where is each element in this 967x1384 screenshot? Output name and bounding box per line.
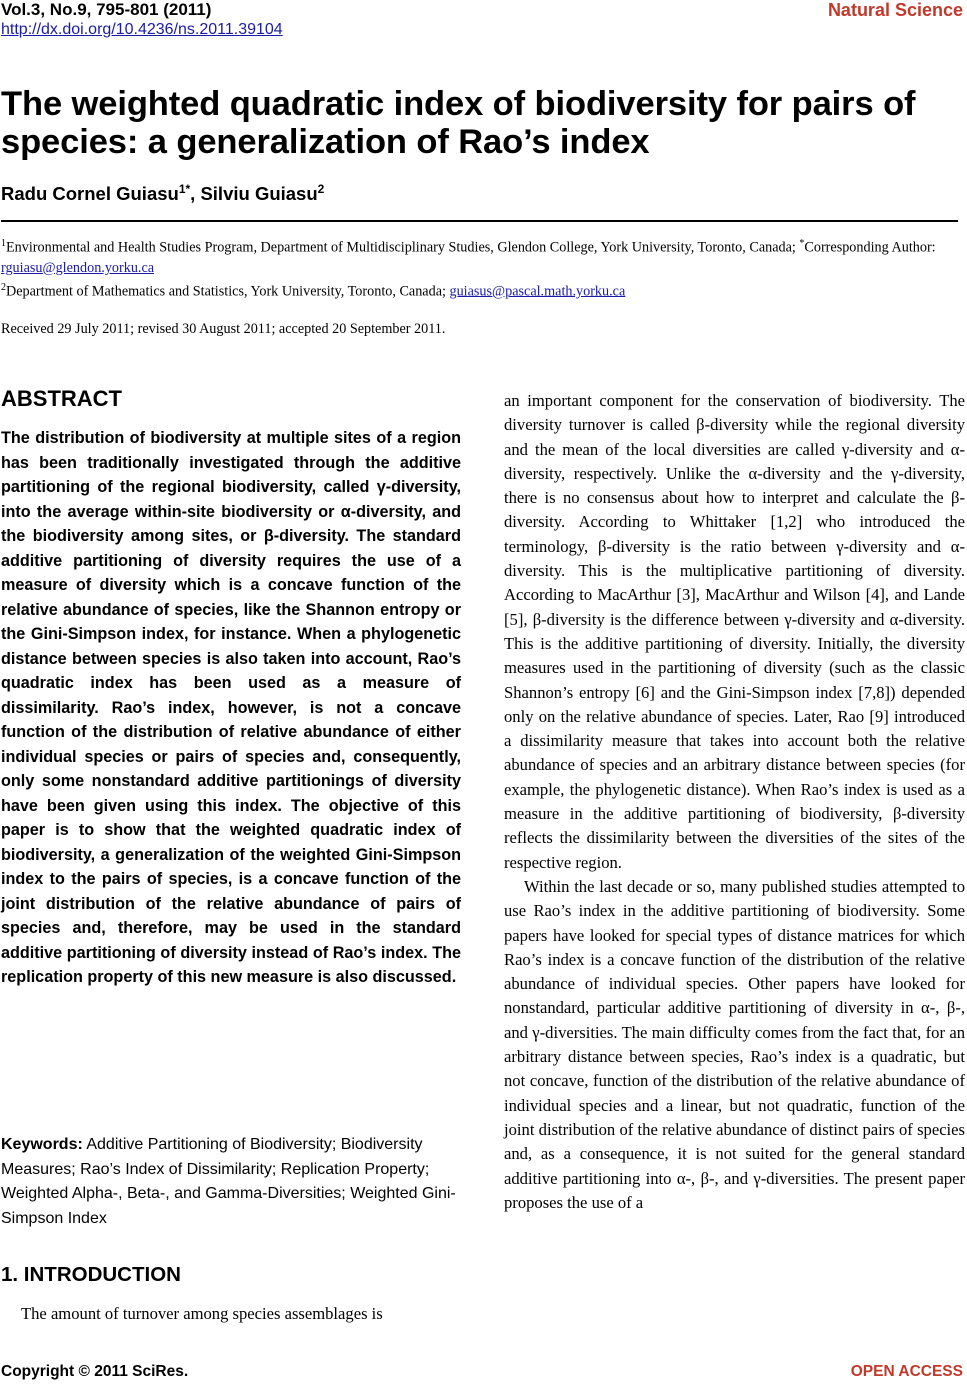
doi-link[interactable]: http://dx.doi.org/10.4236/ns.2011.39104 xyxy=(1,21,283,38)
right-column xyxy=(504,389,965,1215)
author-affiliation-mark: 2 xyxy=(317,182,325,196)
journal-volume: Vol.3, No.9, 795-801 (2011) xyxy=(1,0,212,19)
copyright-notice: Copyright © 2011 SciRes. xyxy=(1,1363,189,1380)
journal-name: Natural Science xyxy=(827,0,963,20)
author-email-link[interactable]: guiasus@pascal.math.yorku.ca xyxy=(449,283,626,300)
affiliation-2 xyxy=(1,278,961,302)
affiliation-mark: 1 xyxy=(1,238,6,249)
header-divider xyxy=(1,220,958,222)
author-list xyxy=(1,182,324,205)
affiliation-text: Department of Mathematics and Statistics, York University, Toronto, Canada; xyxy=(6,283,450,300)
affiliation-1 xyxy=(1,234,961,278)
received-dates: Received 29 July 2011; revised 30 August 2011; accepted 20 September 2011. xyxy=(1,321,446,337)
keywords-text: Additive Partitioning of Biodiversity; Biodiversity Measures; Rao’s Index of Dissimilarity; Replication Property; Weighted Alpha-, Beta-, and Gamma-Diversities; Weighted Gini-Simpson Index xyxy=(1,1136,456,1227)
paragraph: Within the last decade or so, many published studies attempted to use Rao’s index in the additive partitioning of biodiversity. Some papers have looked for special types of distance matrices for which Rao’s index is a concave function of the distribution of the relative abundance of individual species. Other papers have looked for nonstandard, particular additive partitioning of diversity in α-, β-, and γ-diversities. The main difficulty comes from the fact that, for an arbitrary distance between species, Rao’s index is a quadratic, but not concave, function of the distribution of the relative abundance of individual species and a linear, but not quadratic, function of the joint distribution of the relative abundance of distinct pairs of species and, as a consequence, it is not suited for the general standard additive partitioning into α-, β-, and γ-diversities. The present paper proposes the use of a xyxy=(504,876,965,1212)
affiliation-text: Environmental and Health Studies Program, Department of Multidisciplinary Studies, Glendon College, York University, Toronto, Canada; xyxy=(6,239,800,256)
author-separator: , xyxy=(190,183,201,205)
open-access-label: OPEN ACCESS xyxy=(850,1363,963,1380)
section-heading: 1. INTRODUCTION xyxy=(1,1263,181,1286)
corresponding-mark: * xyxy=(799,238,805,249)
abstract-heading: ABSTRACT xyxy=(1,386,122,411)
author-name: Silviu Guiasu xyxy=(200,183,318,205)
corresponding-email-link[interactable]: rguiasu@glendon.yorku.ca xyxy=(1,259,155,276)
paper-title: The weighted quadratic index of biodiversity for pairs of species: a generalization of Rao’s index xyxy=(1,85,916,161)
affiliation-mark: 2 xyxy=(1,281,6,293)
paragraph: The amount of turnover among species assemblages is xyxy=(21,1304,383,1323)
keywords-label: Keywords: xyxy=(1,1136,83,1153)
corresponding-label: Corresponding Author: xyxy=(804,239,936,256)
paragraph: an important component for the conservation of biodiversity. The diversity turnover is called β-diversity while the regional diversity and the mean of the local diversities are called γ-diversity and α-diversity, respectively. Unlike the α-diversity and the γ-diversity, there is no consensus about how to interpret and calculate the β-diversity. According to Whittaker [1,2] who introduced the terminology, β-diversity is the ratio between γ-diversity and α-diversity. This is the multiplicative partitioning of diversity. According to MacArthur [3], MacArthur and Wilson [4], and Lande [5], β-diversity is the difference between γ-diversity and α-diversity. This is the additive partitioning of diversity. Initially, the diversity measures used in the partitioning of diversity (such as the classic Shannon’s entropy [6] and the Gini-Simpson index [7,8]) depended only on the relative abundance of species. Later, Rao [9] introduced a dissimilarity measure that takes into account both the relative abundance of species and an arbitrary distance between species (for example, the phylogenetic distance). When Rao’s index is used as a measure in the additive partitioning of biodiversity, β-diversity reflects the dissimilarity between the diversities of the sites of the respective region. xyxy=(504,391,965,872)
author-name: Radu Cornel Guiasu xyxy=(1,183,179,205)
abstract-text: The distribution of biodiversity at multiple sites of a region has been traditionally investigated through the additive partitioning of the regional biodiversity, called γ-diversity, into the average within-site biodiversity or α-diversity, and the biodiversity among sites, or β-diversity. The standard additive partitioning of diversity requires the use of a measure of diversity which is a concave function of the relative abundance of species, like the Shannon entropy or the Gini-Simpson index, for instance. When a phylogenetic distance between species is also taken into account, Rao’s quadratic index has been used as a measure of dissimilarity. Rao’s index, however, is not a concave function of the distribution of relative abundance of either individual species or pairs of species and, consequently, only some nonstandard additive partitionings of diversity have been given using this index. The objective of this paper is to show that the weighted quadratic index of biodiversity, a generalization of the weighted Gini-Simpson index to the pairs of species, is a concave function of the joint distribution of the relative abundance of pairs of species and, therefore, may be used in the standard additive partitioning of diversity instead of Rao’s index. The replication property of this new measure is also discussed. xyxy=(1,429,461,986)
affiliations xyxy=(1,234,961,301)
author-affiliation-mark: 1* xyxy=(178,182,191,196)
keywords xyxy=(1,1133,461,1231)
